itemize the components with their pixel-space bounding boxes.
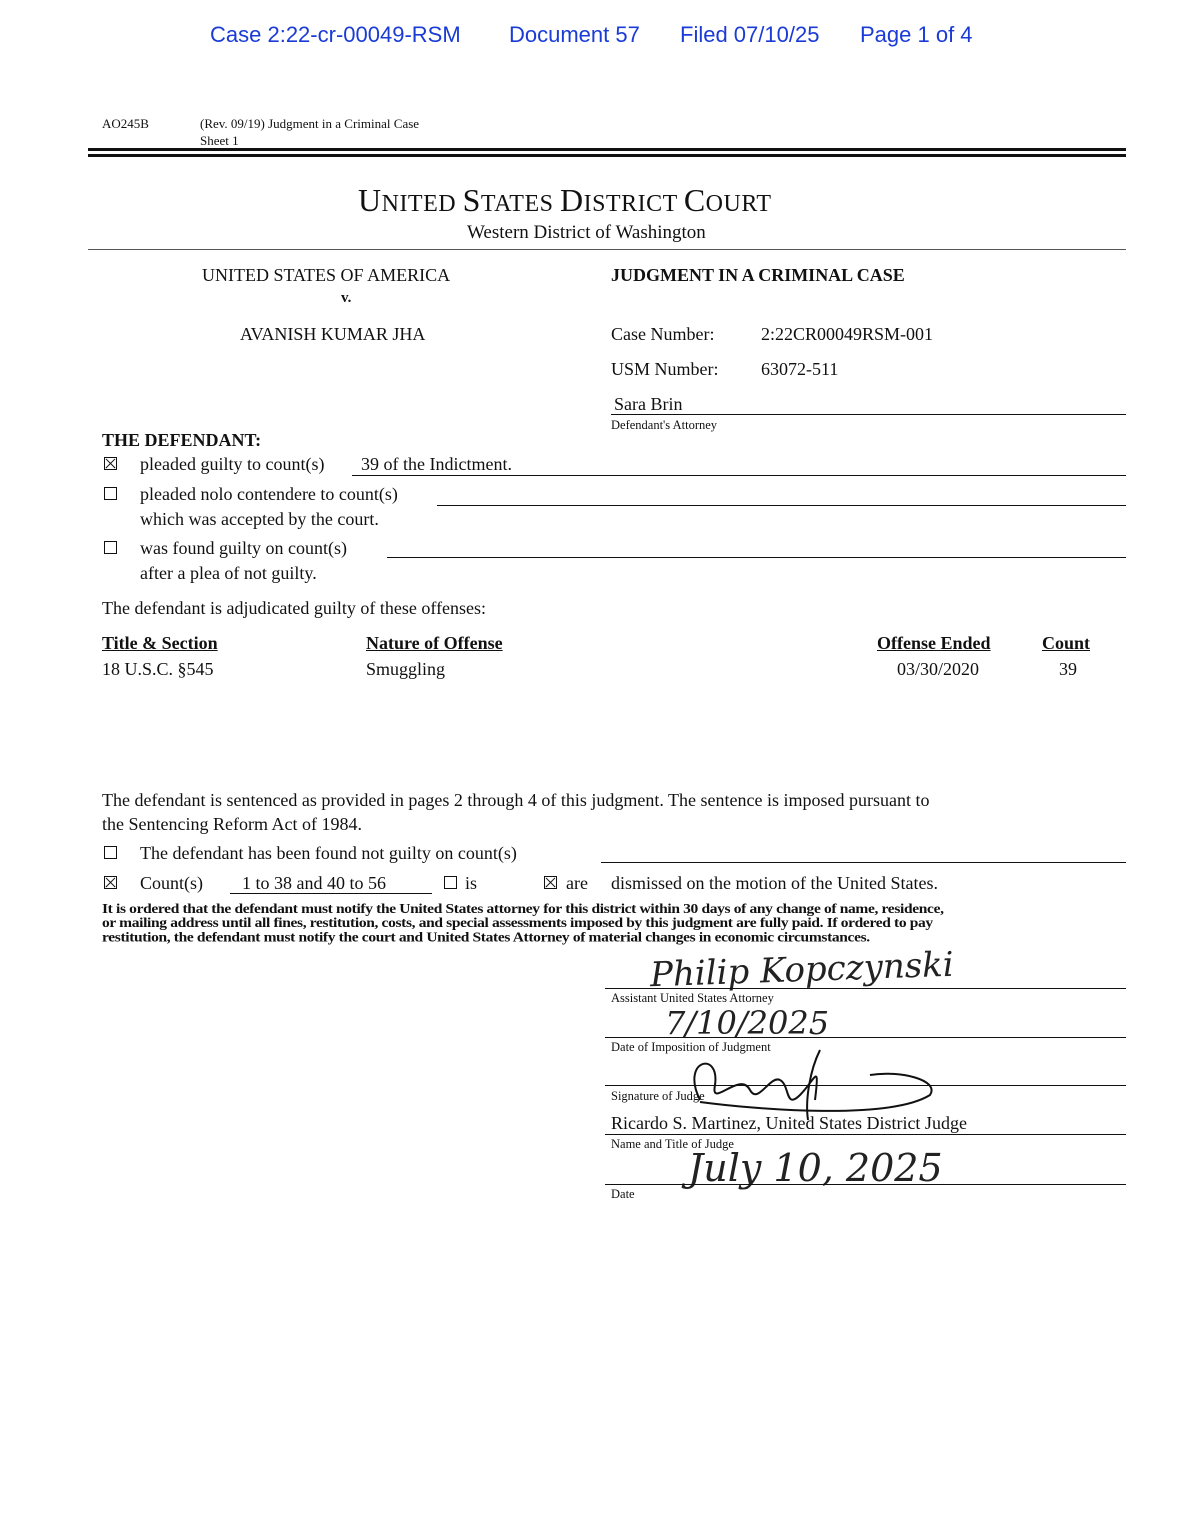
notice-line-3: restitution, the defendant must notify the court and United States Attorney of material changes in economic circumstances. [102, 929, 870, 946]
imposition-date-handwritten: 7/10/2025 [665, 1004, 830, 1042]
header-document-number: Document 57 [509, 22, 640, 47]
col-title-section: Title & Section [102, 633, 218, 653]
header-page-count: Page 1 of 4 [860, 22, 973, 47]
judge-name-line [605, 1134, 1126, 1135]
found-guilty-checkbox[interactable] [104, 541, 117, 554]
ausa-line [605, 988, 1126, 989]
usm-number-label: USM Number: [611, 359, 719, 379]
counts-are-checkbox[interactable] [544, 876, 557, 889]
pleaded-guilty-value: 39 of the Indictment. [361, 454, 512, 474]
found-guilty-label: was found guilty on count(s) [140, 538, 347, 558]
header-case-number: Case 2:22-cr-00049-RSM [210, 22, 461, 47]
counts-is-label: is [465, 873, 478, 893]
usm-number-value: 63072-511 [761, 359, 839, 379]
form-sheet: Sheet 1 [200, 133, 239, 148]
header-filed-date: Filed 07/10/25 [680, 22, 820, 47]
not-guilty-checkbox[interactable] [104, 846, 117, 859]
nolo-contendere-line [437, 505, 1126, 506]
found-guilty-after-text: after a plea of not guilty. [140, 563, 317, 583]
date-line [605, 1184, 1126, 1185]
counts-label: Count(s) [140, 873, 203, 893]
notice-line-1: It is ordered that the defendant must notify the United States attorney for this district within 30 days of any change of name, residence, [102, 901, 944, 917]
judge-signature-caption: Signature of Judge [611, 1089, 705, 1103]
not-guilty-line [601, 862, 1126, 863]
offense-title-cell: 18 U.S.C. §545 [102, 659, 214, 679]
dismissed-text: dismissed on the motion of the United States. [611, 873, 938, 893]
date-signed-handwritten: July 10, 2025 [688, 1146, 943, 1190]
adjudicated-text: The defendant is adjudicated guilty of these offenses: [102, 598, 487, 618]
not-guilty-label: The defendant has been found not guilty on count(s) [140, 843, 517, 863]
form-code: AO245B [102, 116, 149, 131]
court-district: Western District of Washington [467, 222, 706, 243]
defendant-section-heading: THE DEFENDANT: [102, 430, 262, 450]
offense-count-cell: 39 [1059, 659, 1077, 679]
header-rule-top [88, 148, 1126, 151]
counts-value: 1 to 38 and 40 to 56 [242, 873, 386, 893]
notice-line-2: or mailing address until all fines, restitution, costs, and special assessments imposed by this judgment are fully paid. If ordered to pay [102, 915, 933, 931]
ausa-signature: Philip Kopczynski [649, 944, 955, 996]
court-title: UNITED STATES DISTRICT COURT [358, 182, 772, 218]
form-revision: (Rev. 09/19) Judgment in a Criminal Case [200, 116, 420, 131]
pleaded-guilty-checkbox[interactable] [104, 457, 117, 470]
judge-name-caption: Name and Title of Judge [611, 1137, 734, 1151]
sentence-line-1: The defendant is sentenced as provided in pages 2 through 4 of this judgment. The sentence is imposed pursuant to [102, 790, 930, 810]
versus: v. [341, 290, 352, 306]
offense-ended-cell: 03/30/2020 [897, 659, 980, 679]
defense-attorney-name: Sara Brin [614, 394, 683, 414]
col-count: Count [1042, 633, 1091, 653]
date-caption: Date [611, 1187, 635, 1201]
col-nature-offense: Nature of Offense [366, 633, 503, 653]
counts-dismissed-checkbox[interactable] [104, 876, 117, 889]
sentence-line-2: the Sentencing Reform Act of 1984. [102, 814, 362, 834]
judge-signature-line [605, 1085, 1126, 1086]
imposition-caption: Date of Imposition of Judgment [611, 1040, 771, 1054]
nolo-contendere-label: pleaded nolo contendere to count(s) [140, 484, 398, 504]
pleaded-guilty-label: pleaded guilty to count(s) [140, 454, 325, 474]
title-divider [88, 249, 1126, 250]
ausa-caption: Assistant United States Attorney [611, 991, 774, 1005]
defendant-name: AVANISH KUMAR JHA [240, 324, 426, 344]
counts-is-checkbox[interactable] [444, 876, 457, 889]
case-number-value: 2:22CR00049RSM-001 [761, 324, 934, 344]
counts-are-label: are [566, 873, 588, 893]
case-number-label: Case Number: [611, 324, 715, 344]
judgment-heading: JUDGMENT IN A CRIMINAL CASE [611, 265, 905, 285]
pleaded-guilty-line [352, 475, 1126, 476]
notice-paragraph [102, 902, 944, 945]
nolo-accepted-text: which was accepted by the court. [140, 509, 379, 529]
counts-line [230, 893, 432, 894]
offense-nature-cell: Smuggling [366, 659, 446, 679]
found-guilty-line [387, 557, 1126, 558]
nolo-contendere-checkbox[interactable] [104, 487, 117, 500]
attorney-line [611, 414, 1126, 415]
header-rule-bottom [88, 154, 1126, 157]
imposition-line [605, 1037, 1126, 1038]
col-offense-ended: Offense Ended [877, 633, 991, 653]
attorney-caption: Defendant's Attorney [611, 418, 718, 432]
plaintiff-name: UNITED STATES OF AMERICA [202, 265, 451, 285]
judge-name: Ricardo S. Martinez, United States District Judge [611, 1113, 967, 1133]
